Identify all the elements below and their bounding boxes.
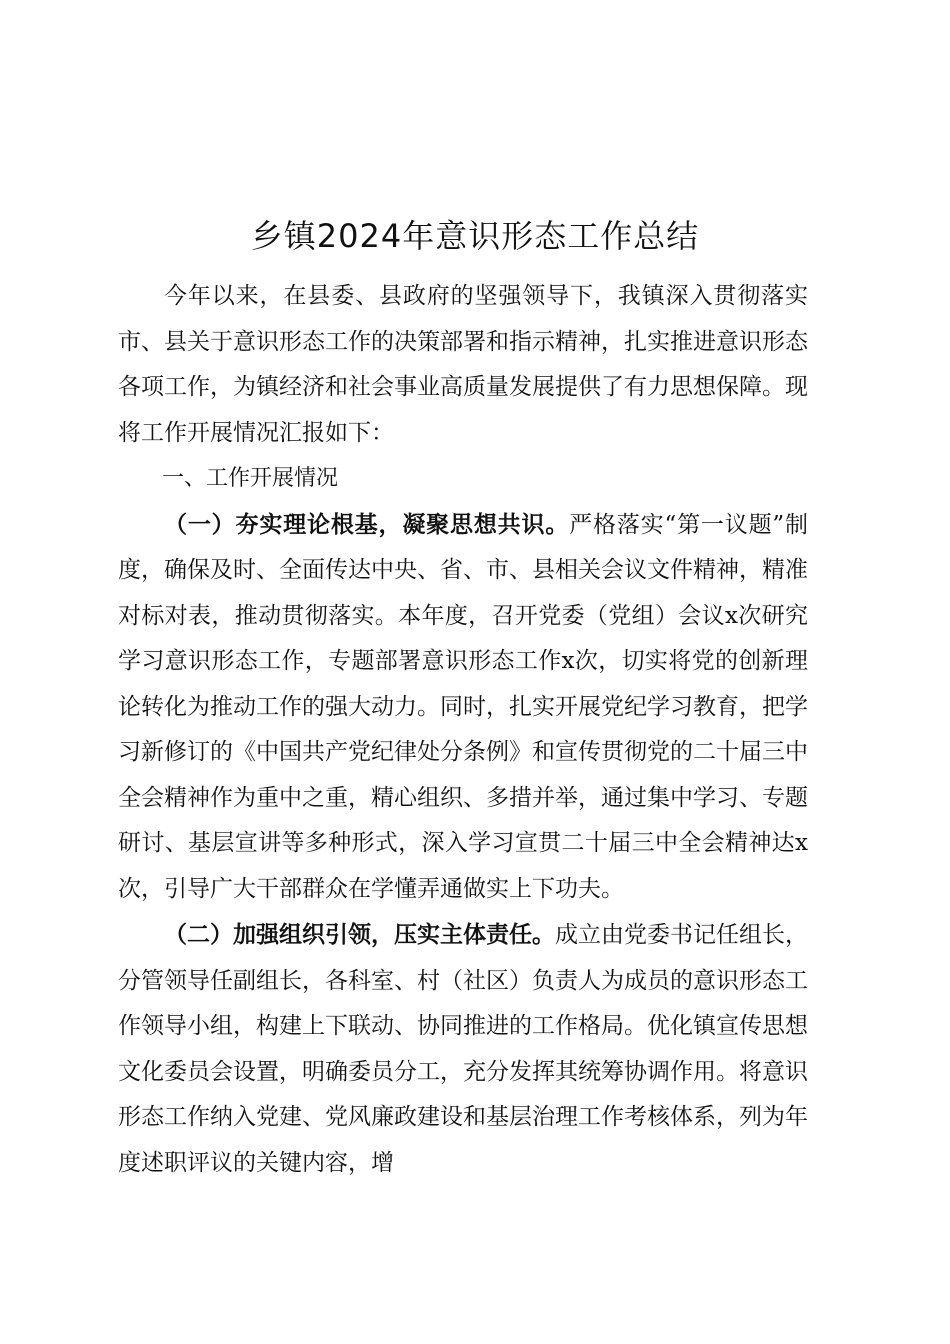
section-item-text: 成立由党委书记任组长，分管领导任副组长，各科室、村（社区）负责人为成员的意识形态工作领导小组，构建上下联动、协同推进的工作格局。优化镇宣传思想文化委员会设置，明确委员分工，充分发挥其统筹协调作用。将意识形态工作纳入党建、党风廉政建设和基层治理工作考核体系，列为年度述职评议的关键内容，增 — [118, 922, 808, 1176]
section-heading: 一、工作开展情况 — [162, 466, 339, 491]
section-item-lead: （一）夯实理论根基，凝聚思想共识。 — [164, 510, 570, 538]
section-item-paragraph — [118, 502, 808, 913]
intro-paragraph: 今年以来，在县委、县政府的坚强领导下，我镇深入贯彻落实市、县关于意识形态工作的决策部署和指示精神，扎实推进意识形态各项工作，为镇经济和社会事业高质量发展提供了有力思想保障。现将工作开展情况汇报如下： — [118, 283, 808, 446]
section-item-text: 严格落实“第一议题”制度，确保及时、全面传达中央、省、市、县相关会议文件精神，精准对标对表，推动贯彻落实。本年度，召开党委（党组）会议x次研究学习意识形态工作，专题部署意识形态工作x次，切实将党的创新理论转化为推动工作的强大动力。同时，扎实开展党纪学习教育，把学习新修订的《中国共产党纪律处分条例》和宣传贯彻党的二十届三中全会精神作为重中之重，精心组织、多措并举，通过集中学习、专题研讨、基层宣讲等多种形式，深入学习宣贯二十届三中全会精神达x次，引导广大干部群众在学懂弄通做实上下功夫。 — [118, 511, 808, 902]
section-item-lead: （二）加强组织引领，压实主体责任。 — [164, 921, 555, 948]
document-title: 乡镇2024年意识形态工作总结 — [250, 217, 700, 255]
document-body — [118, 274, 808, 1186]
section-item-paragraph — [118, 912, 808, 1186]
